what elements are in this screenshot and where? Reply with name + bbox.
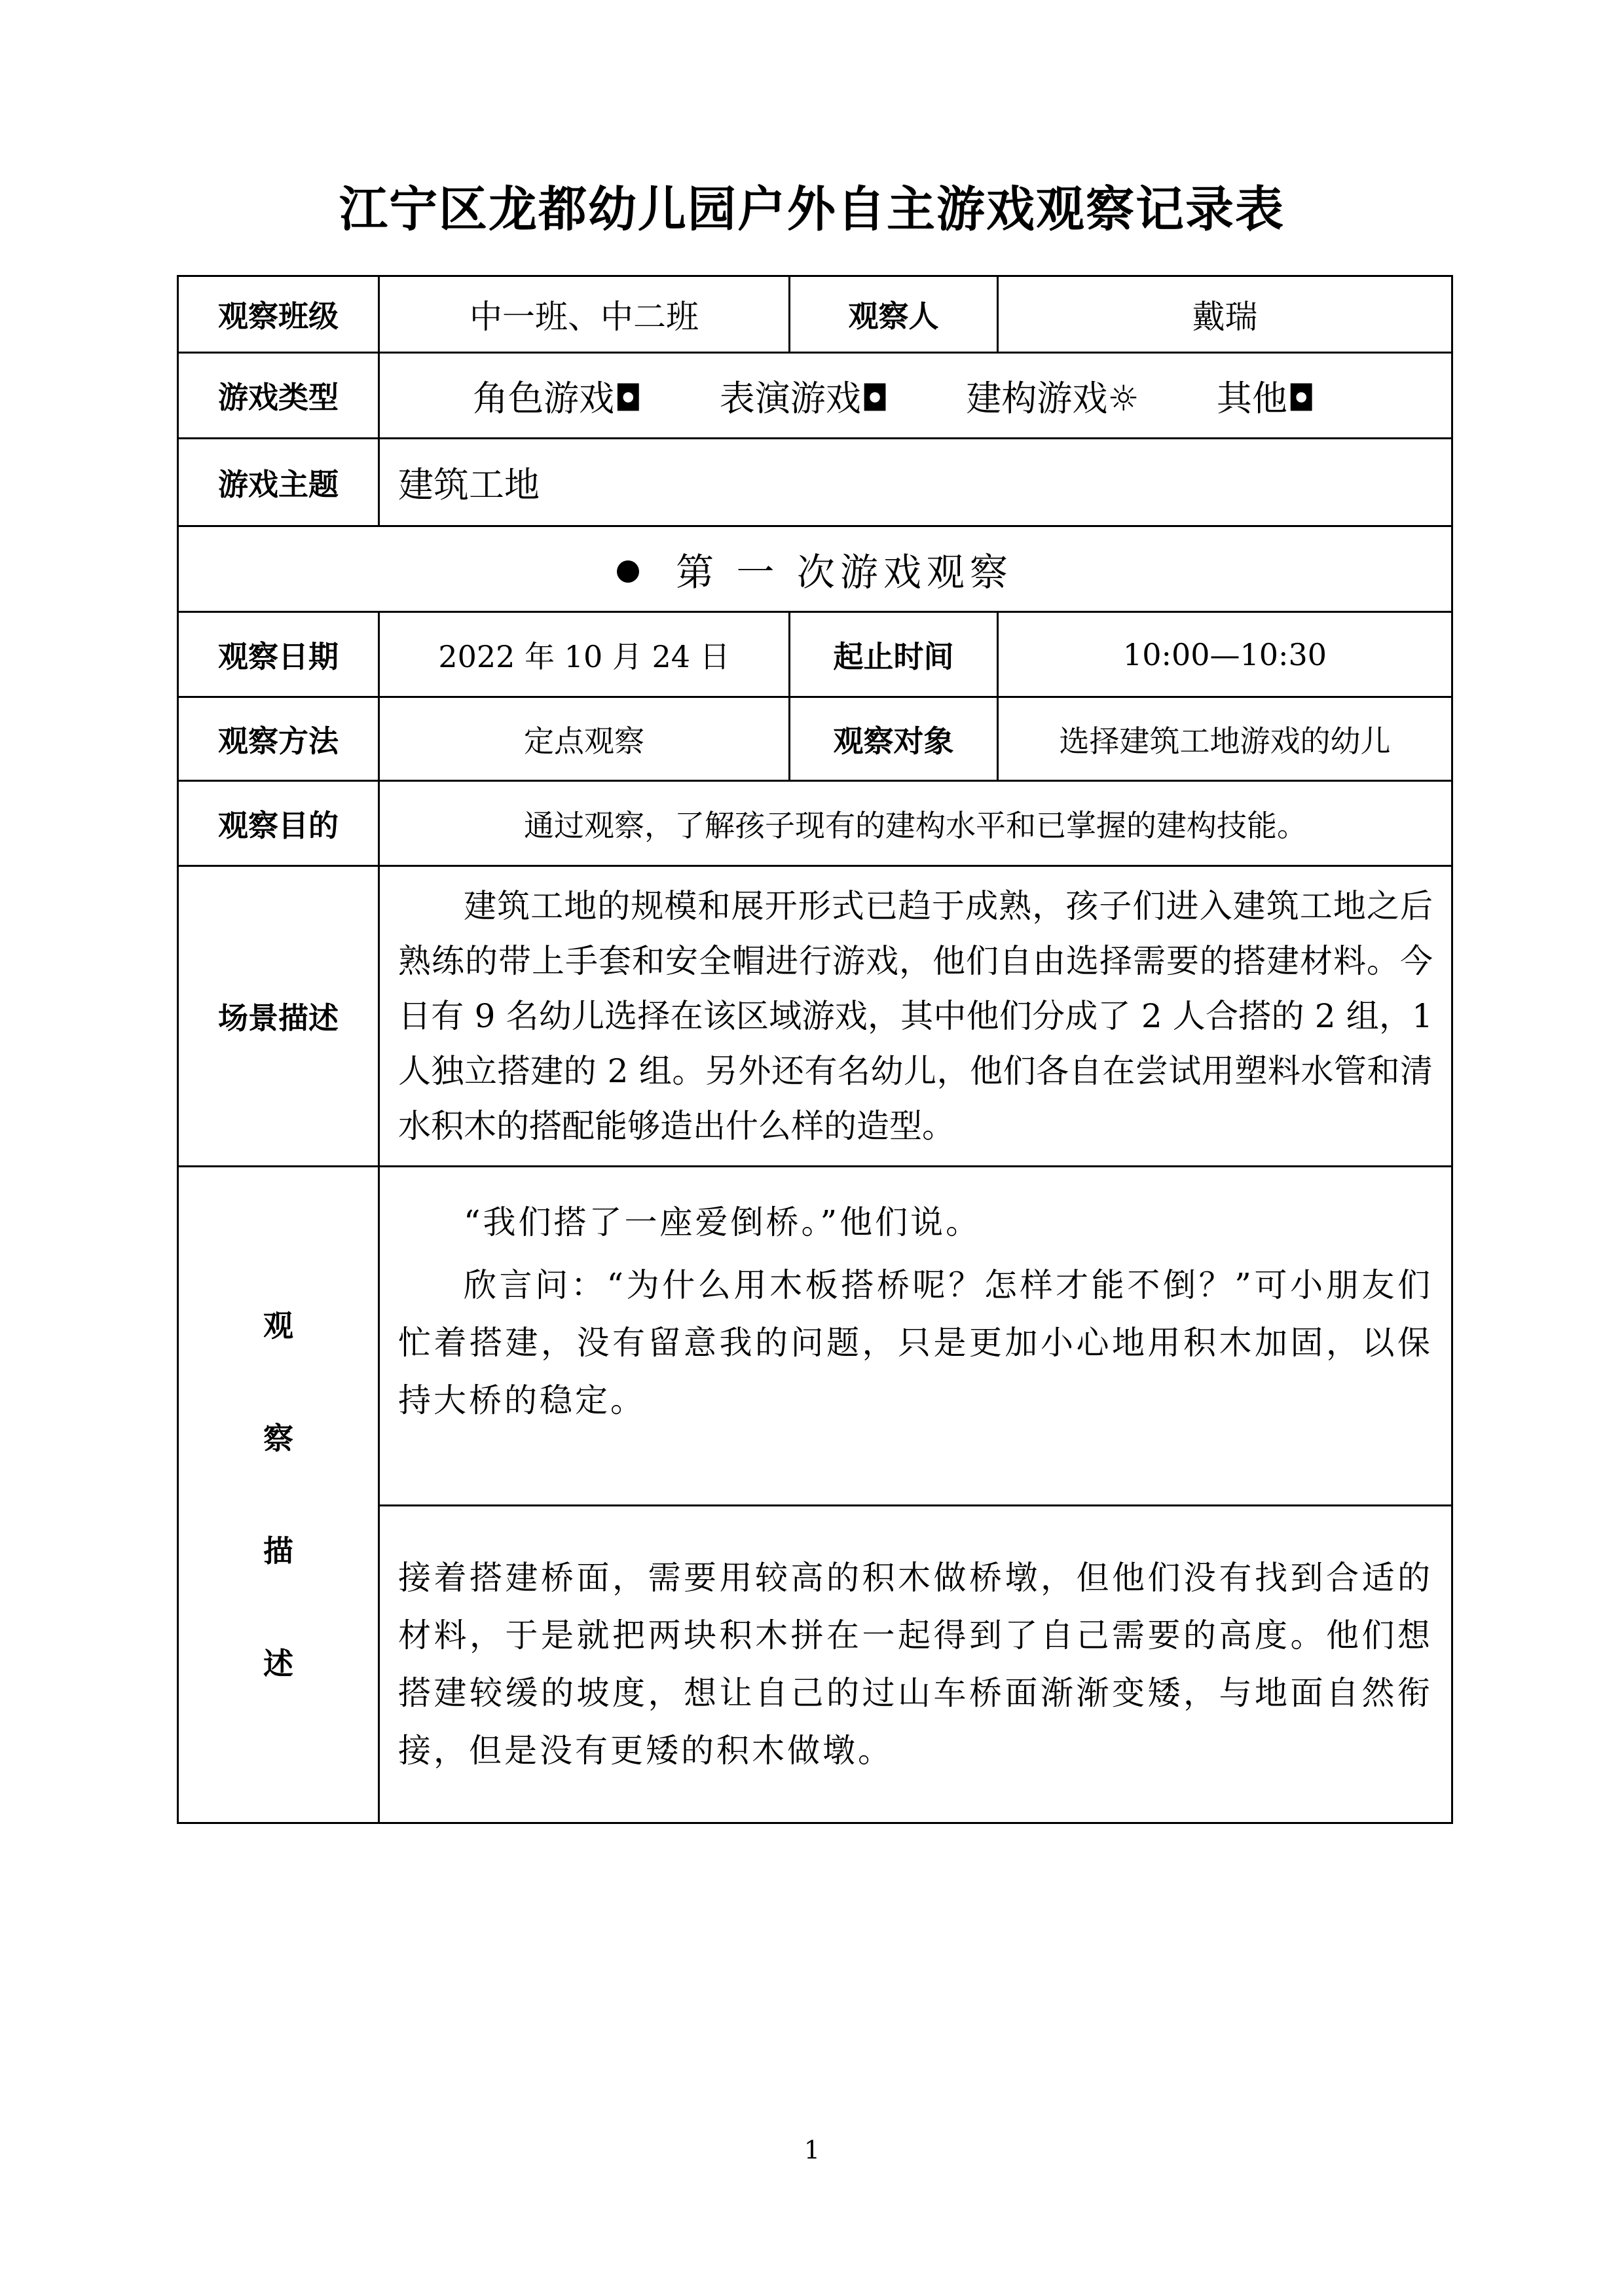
form-title: 江宁区龙都幼儿园户外自主游戏观察记录表 [339, 181, 1285, 238]
observation-label [178, 1167, 379, 1823]
observation-label-char-1: 观 [263, 1308, 293, 1343]
theme-row [178, 439, 1452, 526]
round-heading-cell [178, 526, 1452, 612]
observation-row-1 [178, 1167, 1452, 1506]
purpose-value: 通过观察，了解孩子现有的建构水平和已掌握的建构技能。 [379, 781, 1452, 866]
observation-label-char-3: 描 [263, 1533, 293, 1569]
theme-label: 游戏主题 [178, 439, 379, 526]
class-row [178, 276, 1452, 353]
bullet-dot-icon [617, 560, 639, 583]
target-label: 观察对象 [790, 697, 998, 781]
observation-part-1 [379, 1167, 1452, 1506]
method-label: 观察方法 [178, 697, 379, 781]
purpose-row [178, 781, 1452, 866]
method-value: 定点观察 [379, 697, 790, 781]
scene-row [178, 866, 1452, 1167]
class-label: 观察班级 [178, 276, 379, 353]
observation-record-table [177, 275, 1453, 1824]
target-value: 选择建筑工地游戏的幼儿 [998, 697, 1452, 781]
game-type-option-construction: 建构游戏☼ [966, 377, 1139, 419]
game-type-row [178, 353, 1452, 439]
purpose-label: 观察目的 [178, 781, 379, 866]
scene-text: 建筑工地的规模和展开形式已趋于成熟，孩子们进入建筑工地之后熟练的带上手套和安全帽进行游戏，他们自由选择需要的搭建材料。今日有 9 名幼儿选择在该区域游戏，其中他们分成了 2 人合搭的 2 组，1 人独立搭建的 2 组。另外还有名幼儿，他们各自在尝试用塑料水管和清水积木的搭配能够造出什么样的造型。 [398, 887, 1433, 1145]
time-label: 起止时间 [790, 612, 998, 697]
theme-value: 建筑工地 [379, 439, 1452, 526]
observation-continuation: 接着搭建桥面，需要用较高的积木做桥墩，但他们没有找到合适的材料，于是就把两块积木拼在一起得到了自己需要的高度。他们想搭建较缓的坡度，想让自己的过山车桥面渐渐变矮，与地面自然衔接，但是没有更矮的积木做墩。 [398, 1559, 1433, 1770]
page-number: 1 [803, 2136, 821, 2164]
game-type-label: 游戏类型 [178, 353, 379, 439]
observation-part-2 [379, 1506, 1452, 1823]
observer-label: 观察人 [790, 276, 998, 353]
date-row [178, 612, 1452, 697]
game-type-options [379, 353, 1452, 439]
time-value: 10:00—10:30 [998, 612, 1452, 697]
game-type-option-role: 角色游戏◘ [473, 377, 642, 419]
round-heading: 第 一 次游戏观察 [676, 550, 1013, 594]
date-value: 2022 年 10 月 24 日 [379, 612, 790, 697]
observation-label-char-4: 述 [263, 1646, 293, 1681]
method-row [178, 697, 1452, 781]
round-row [178, 526, 1452, 612]
class-value: 中一班、中二班 [379, 276, 790, 353]
observer-value: 戴瑞 [998, 276, 1452, 353]
observation-question: 欣言问：“为什么用木板搭桥呢？怎样才能不倒？”可小朋友们忙着搭建，没有留意我的问题，只是更加小心地用积木加固，以保持大桥的稳定。 [398, 1266, 1433, 1419]
game-type-option-other: 其他◘ [1216, 377, 1316, 419]
game-type-option-performance: 表演游戏◘ [719, 377, 889, 419]
date-label: 观察日期 [178, 612, 379, 697]
observation-quote: “我们搭了一座爱倒桥。”他们说。 [464, 1203, 982, 1241]
observation-label-char-2: 察 [263, 1421, 293, 1456]
scene-label: 场景描述 [178, 866, 379, 1167]
scene-description [379, 866, 1452, 1167]
